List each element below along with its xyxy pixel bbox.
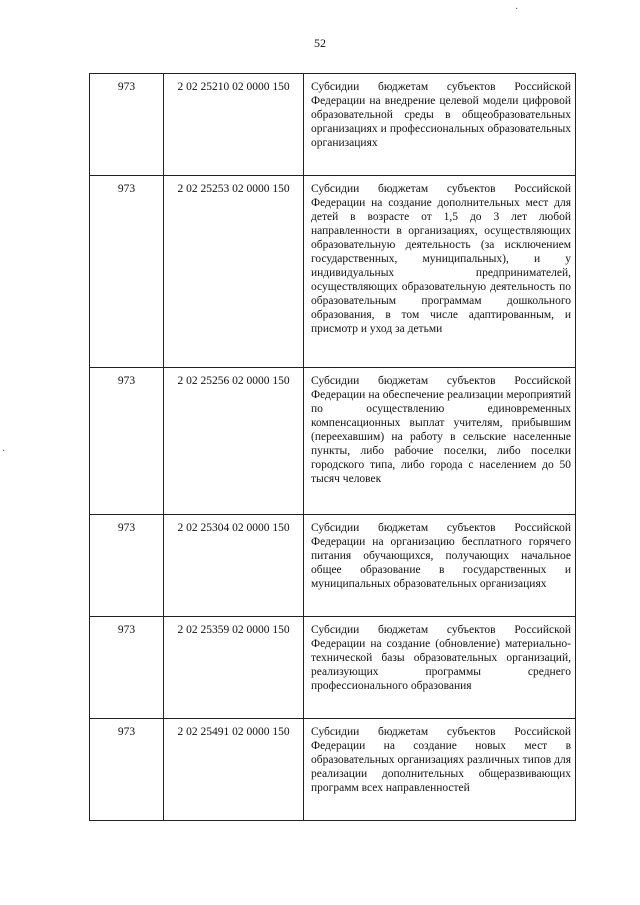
income-name-cell: Субсидии бюджетам субъектов Российской Федерации на организацию бесплатного горячего питания обучающихся, получающих начальное общее образование в государственных и муниципальных образовательных организациях [304,515,576,617]
page-number: 52 [314,36,326,50]
income-name-cell: Субсидии бюджетам субъектов Российской Федерации на обеспечение реализации мероприятий по осуществлению единовременных компенсационных выплат учителям, прибывшим (переехавшим) на работу в сельские населенные пункты, либо рабочие поселки, либо поселки городского типа, либо города с населением до 50 тысяч человек [304,368,576,515]
budget-code-cell: 2 02 25256 02 0000 150 [164,368,304,515]
table-row [90,719,576,821]
admin-code-cell: 973 [90,515,164,617]
table-row [90,617,576,719]
admin-code-cell: 973 [90,719,164,821]
table-row [90,176,576,368]
budget-classification-table [89,73,576,821]
income-name-cell: Субсидии бюджетам субъектов Российской Федерации на создание новых мест в образовательных организациях различных типов для реализации дополнительных общеразвивающих программ всех направленностей [304,719,576,821]
budget-code-cell: 2 02 25304 02 0000 150 [164,515,304,617]
admin-code-cell: 973 [90,74,164,176]
admin-code-cell: 973 [90,617,164,719]
admin-code-cell: 973 [90,176,164,368]
scan-speck: · [515,4,519,15]
income-name-cell: Субсидии бюджетам субъектов Российской Федерации на создание (обновление) материально-технической базы образовательных организаций, реализующих программы среднего профессионального образования [304,617,576,719]
income-name-cell: Субсидии бюджетам субъектов Российской Федерации на внедрение целевой модели цифровой образовательной среды в общеобразовательных организациях и профессиональных образовательных организациях [304,74,576,176]
table-row [90,368,576,515]
admin-code-cell: 973 [90,368,164,515]
budget-code-cell: 2 02 25359 02 0000 150 [164,617,304,719]
table-row [90,515,576,617]
budget-code-cell: 2 02 25210 02 0000 150 [164,74,304,176]
table-row [90,74,576,176]
budget-code-cell: 2 02 25491 02 0000 150 [164,719,304,821]
scan-speck: · [2,446,6,457]
budget-code-cell: 2 02 25253 02 0000 150 [164,176,304,368]
income-name-cell: Субсидии бюджетам субъектов Российской Федерации на создание дополнительных мест для детей в возрасте от 1,5 до 3 лет любой направленности в организациях, осуществляющих образовательную деятельность (за исключением государственных, муниципальных), и у индивидуальных предпринимателей, осуществляющих образовательную деятельность по образовательным программам дошкольного образования, в том числе адаптированным, и присмотр и уход за детьми [304,176,576,368]
